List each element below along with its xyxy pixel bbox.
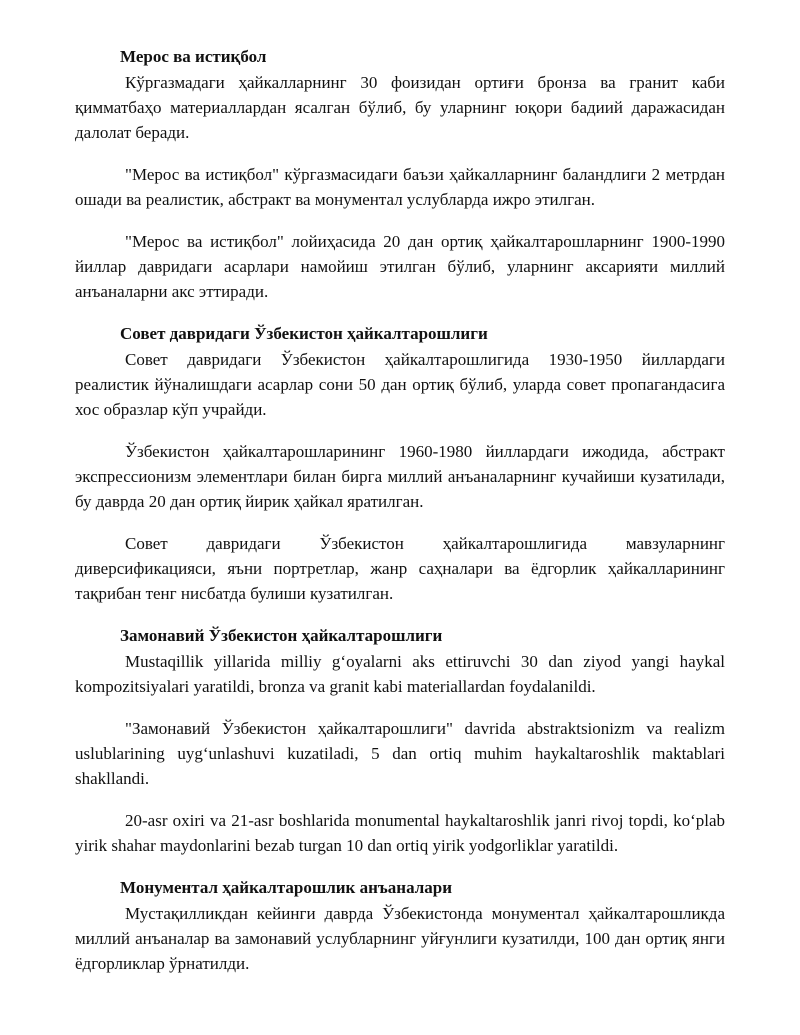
paragraph: "Замонавий Ўзбекистон ҳайкалтарошлиги" davrida abstraktsionizm va realizm uslublarining uyg‘unlashuvi kuzatiladi, 5 dan ortiq muhim haykaltaroshlik maktablari shakllandi. [75, 719, 725, 788]
section-title: Совет давридаги Ўзбекистон ҳайкалтарошлиги [120, 324, 488, 343]
paragraph: Ўзбекистон ҳайкалтарошларининг 1960-1980 йиллардаги ижодида, абстракт экспрессионизм элементлари билан бирга миллий анъаналарнинг кучайиши кузатилади, бу даврда 20 дан ортиқ йирик ҳайкал яратилган. [75, 442, 725, 511]
section-monumental [75, 877, 725, 976]
paragraph: "Мерос ва истиқбол" кўргазмасидаги баъзи ҳайкалларнинг баландлиги 2 метрдан ошади ва реалистик, абстракт ва монументал услубларда ижро этилган. [75, 165, 725, 209]
document-page [75, 46, 725, 976]
section-heritage [75, 46, 725, 304]
section-soviet [75, 323, 725, 606]
paragraph: Совет давридаги Ўзбекистон ҳайкалтарошлигида 1930-1950 йиллардаги реалистик йўналишдаги асарлар сони 50 дан ортиқ бўлиб, уларда совет пропагандасига хос образлар кўп учрайди. [75, 350, 725, 419]
paragraph: Mustaqillik yillarida milliy g‘oyalarni aks ettiruvchi 30 dan ziyod yangi haykal kompozitsiyalari yaratildi, bronza va granit kabi materiallardan foydalanildi. [75, 652, 725, 696]
section-modern [75, 625, 725, 858]
paragraph: "Мерос ва истиқбол" лойиҳасида 20 дан ортиқ ҳайкалтарошларнинг 1900-1990 йиллар давридаги асарлари намойиш этилган бўлиб, уларнинг аксарияти миллий анъаналарни акс эттиради. [75, 232, 725, 301]
paragraph: Кўргазмадаги ҳайкалларнинг 30 фоизидан ортиғи бронза ва гранит каби қимматбаҳо материаллардан ясалган бўлиб, бу уларнинг юқори бадиий даражасидан далолат беради. [75, 73, 725, 142]
section-title: Замонавий Ўзбекистон ҳайкалтарошлиги [120, 626, 443, 645]
paragraph: 20-asr oxiri va 21-asr boshlarida monumental haykaltaroshlik janri rivoj topdi, ko‘plab yirik shahar maydonlarini bezab turgan 10 dan ortiq yirik yodgorliklar yaratildi. [75, 811, 725, 855]
section-title: Монументал ҳайкалтарошлик анъаналари [120, 878, 453, 897]
paragraph: Мустақилликдан кейинги даврда Ўзбекистонда монументал ҳайкалтарошликда миллий анъаналар ва замонавий услубларнинг уйғунлиги кузатилди, 100 дан ортиқ янги ёдгорликлар ўрнатилди. [75, 904, 725, 973]
paragraph: Совет давридаги Ўзбекистон ҳайкалтарошлигида мавзуларнинг диверсификацияси, яъни портретлар, жанр саҳналари ва ёдгорлик ҳайкалларининг тақрибан тенг нисбатда булиши кузатилган. [75, 534, 725, 603]
section-title: Мерос ва истиқбол [120, 47, 267, 66]
